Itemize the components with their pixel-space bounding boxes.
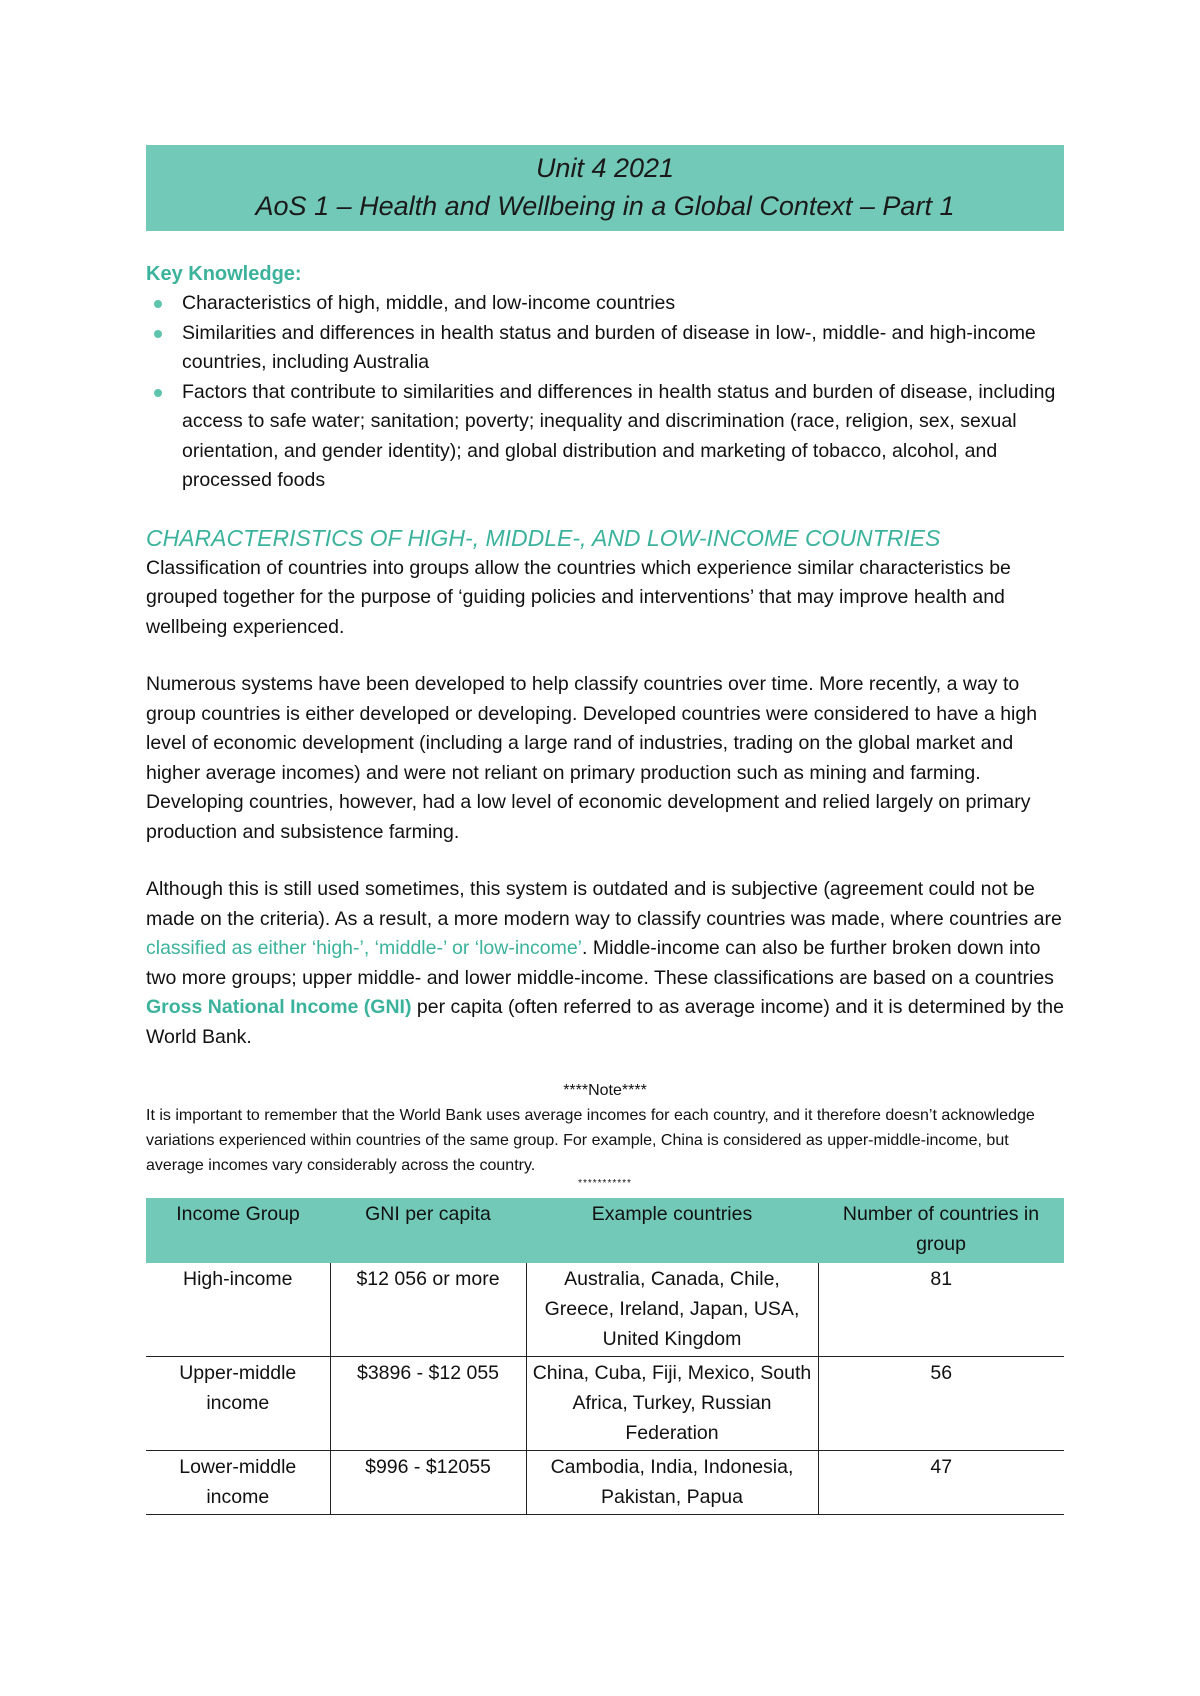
- paragraph-modern-classification: [146, 875, 1064, 1052]
- paragraph-text: per capita (often referred to as average income) and it is determined by the World Bank.: [146, 996, 1064, 1048]
- table-cell: 81: [818, 1263, 1064, 1357]
- list-item-text: Factors that contribute to similarities and differences in health status and burden of disease, including access to safe water; sanitation; poverty; inequality and discrimination (race, religion, sex, sexual orientation, and gender identity); and global distribution and marketing of tobacco, alcohol, and processed foods: [182, 380, 1056, 491]
- table-row: [146, 1451, 1064, 1515]
- table-cell: Australia, Canada, Chile, Greece, Ireland, Japan, USA, United Kingdom: [526, 1263, 818, 1357]
- key-knowledge-heading: Key Knowledge:: [146, 263, 302, 285]
- highlight-text: classified as either ‘high-’, ‘middle-’ or ‘low-income’: [146, 937, 583, 959]
- table-cell: 56: [818, 1357, 1064, 1451]
- bullet-icon: [154, 330, 162, 338]
- column-header: Example countries: [526, 1198, 818, 1263]
- paragraph-systems: Numerous systems have been developed to help classify countries over time. More recently, a way to group countries is either developed or developing. Developed countries were considered to have a high level of economic development (including a large rand of industries, trading on the global market and higher average incomes) and were not reliant on primary production such as mining and farming. Developing countries, however, had a low level of economic development and relied largely on primary production and subsistence farming.: [146, 673, 1038, 843]
- column-header: Income Group: [146, 1198, 330, 1263]
- table-header-row: [146, 1198, 1064, 1263]
- key-knowledge-list: [146, 289, 1064, 496]
- table-cell: $12 056 or more: [330, 1263, 526, 1357]
- note-box: [146, 1078, 1064, 1190]
- title-line-1: Unit 4 2021: [535, 153, 675, 183]
- bullet-icon: [154, 300, 162, 308]
- list-item-text: Characteristics of high, middle, and low-income countries: [182, 292, 676, 314]
- title-banner: [146, 145, 1064, 231]
- table-cell: High-income: [146, 1263, 330, 1357]
- income-group-table: [146, 1198, 1064, 1515]
- table-cell: Lower-middle income: [146, 1451, 330, 1515]
- note-header: ****Note****: [563, 1082, 647, 1099]
- column-header: Number of countries in group: [818, 1198, 1064, 1263]
- table-cell: Cambodia, India, Indonesia, Pakistan, Papua: [526, 1451, 818, 1515]
- gni-term: Gross National Income (GNI): [146, 996, 412, 1018]
- note-text: It is important to remember that the World Bank uses average incomes for each country, and it therefore doesn’t acknowledge variations experienced within countries of the same group. For example, China is considered as upper-middle-income, but average incomes vary considerably across the country.: [146, 1107, 1035, 1174]
- note-footer: ***********: [578, 1178, 632, 1189]
- table-cell: China, Cuba, Fiji, Mexico, South Africa, Turkey, Russian Federation: [526, 1357, 818, 1451]
- paragraph-text: . Middle-income can also be further broken down into two more groups; upper middle- and lower middle-income. These classifications are based on a countries: [146, 937, 1054, 989]
- list-item: [146, 378, 1064, 496]
- bullet-icon: [154, 389, 162, 397]
- document-page: [146, 145, 1064, 1515]
- section-heading: CHARACTERISTICS OF HIGH-, MIDDLE-, AND LOW-INCOME COUNTRIES: [146, 524, 941, 551]
- paragraph-text: Although this is still used sometimes, this system is outdated and is subjective (agreement could not be made on the criteria). As a result, a more modern way to classify countries was made, where countries are: [146, 878, 1062, 930]
- column-header: GNI per capita: [330, 1198, 526, 1263]
- list-item: [146, 319, 1064, 378]
- list-item: [146, 289, 1064, 319]
- table-cell: Upper-middle income: [146, 1357, 330, 1451]
- list-item-text: Similarities and differences in health status and burden of disease in low-, middle- and high-income countries, including Australia: [182, 321, 1036, 373]
- paragraph-classification: Classification of countries into groups allow the countries which experience similar characteristics be grouped together for the purpose of ‘guiding policies and interventions’ that may improve health and wellbeing experienced.: [146, 556, 1011, 638]
- title-line-2: AoS 1 – Health and Wellbeing in a Global Context – Part 1: [255, 191, 955, 221]
- table-cell: $996 - $12055: [330, 1451, 526, 1515]
- table-row: [146, 1357, 1064, 1451]
- table-cell: 47: [818, 1451, 1064, 1515]
- table-row: [146, 1263, 1064, 1357]
- table-cell: $3896 - $12 055: [330, 1357, 526, 1451]
